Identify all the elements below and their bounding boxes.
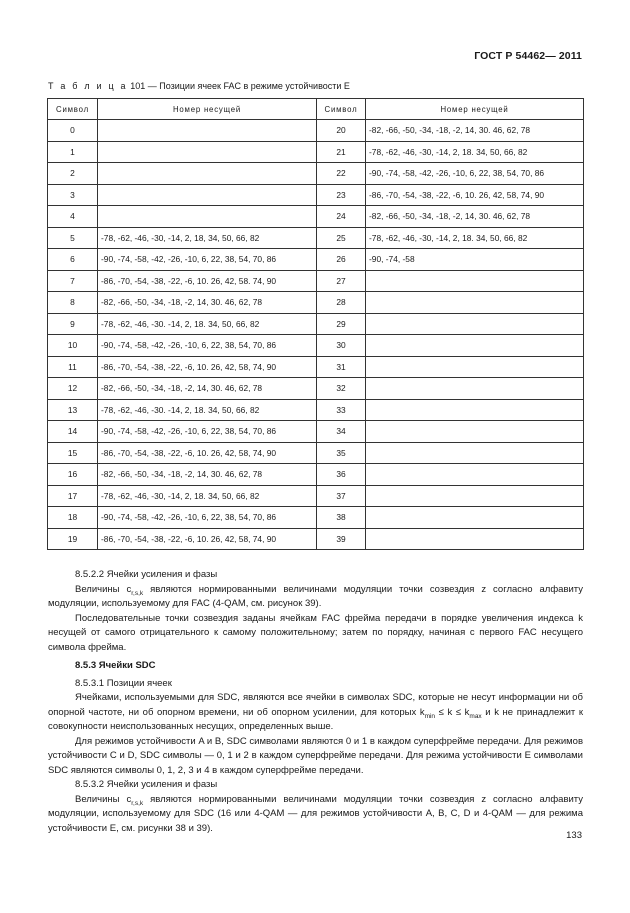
cell-carriers-right — [366, 464, 584, 486]
cell-carriers-left: -90, -74, -58, -42, -26, -10, 6, 22, 38, 54, 70, 86 — [98, 335, 317, 357]
header-symbol-left: Символ — [48, 99, 98, 120]
table-row — [48, 507, 584, 529]
table-row — [48, 120, 584, 142]
cell-carriers-right — [366, 507, 584, 529]
cell-carriers-right — [366, 421, 584, 443]
cell-carriers-left: -82, -66, -50, -34, -18, -2, 14, 30. 46, 62, 78 — [98, 292, 317, 314]
cell-symbol-right: 23 — [317, 184, 366, 206]
section-853-heading: 8.5.3 Ячейки SDC — [75, 660, 156, 671]
subscript: r,s,k — [131, 799, 144, 807]
cell-symbol-left: 19 — [48, 528, 98, 550]
cell-symbol-left: 11 — [48, 356, 98, 378]
table-row — [48, 421, 584, 443]
text-run: являются нормированными величинами модуляции точки созвездия z согласно алфавиту модуляции, используемому для SDC (16 или 4-QAM — для режимов устойчивости A, B, C, D и 4-QAM — для режима устойчивости E, см. рисунки 38 и 39). — [48, 793, 584, 834]
table-row — [48, 141, 584, 163]
cell-symbol-left: 6 — [48, 249, 98, 271]
table-caption-text: 101 — Позиции ячеек FAC в режиме устойчивости Е — [130, 81, 350, 91]
cell-carriers-left — [98, 163, 317, 185]
cell-symbol-right: 39 — [317, 528, 366, 550]
cell-carriers-right — [366, 442, 584, 464]
section-8531-title: 8.5.3.1 Позиции ячеек — [75, 677, 172, 689]
cell-carriers-left: -86, -70, -54, -38, -22, -6, 10. 26, 42, 58. 74, 90 — [98, 270, 317, 292]
cell-carriers-left: -78, -62, -46, -30. -14, 2, 18. 34, 50, 66, 82 — [98, 313, 317, 335]
section-8522-paragraph-1 — [48, 583, 583, 612]
table-row — [48, 270, 584, 292]
cell-symbol-right: 27 — [317, 270, 366, 292]
page-number: 133 — [566, 830, 582, 841]
cell-symbol-left: 13 — [48, 399, 98, 421]
cell-carriers-right — [366, 335, 584, 357]
cell-carriers-right: -90, -74, -58, -42, -26, -10, 6, 22, 38, 54, 70, 86 — [366, 163, 584, 185]
cell-symbol-right: 20 — [317, 120, 366, 142]
cell-symbol-left: 15 — [48, 442, 98, 464]
cell-carriers-left: -78, -62, -46, -30, -14, 2, 18, 34, 50, 66, 82 — [98, 227, 317, 249]
table-row — [48, 464, 584, 486]
cell-symbol-left: 18 — [48, 507, 98, 529]
table-row — [48, 378, 584, 400]
table-row — [48, 442, 584, 464]
header-symbol-right: Символ — [317, 99, 366, 120]
table-row — [48, 227, 584, 249]
cell-symbol-right: 28 — [317, 292, 366, 314]
text-run: и k не принадлежит к совокупности неиспользованных несущих, определенных выше. — [48, 706, 583, 732]
cell-symbol-right: 32 — [317, 378, 366, 400]
subscript: min — [424, 712, 436, 720]
cell-symbol-right: 37 — [317, 485, 366, 507]
cell-carriers-right — [366, 356, 584, 378]
cell-symbol-left: 3 — [48, 184, 98, 206]
cell-symbol-right: 33 — [317, 399, 366, 421]
section-text — [48, 568, 583, 836]
cell-carriers-right — [366, 399, 584, 421]
cell-symbol-right: 26 — [317, 249, 366, 271]
section-8532-title: 8.5.3.2 Ячейки усиления и фазы — [75, 779, 218, 790]
table-row — [48, 313, 584, 335]
table-row — [48, 356, 584, 378]
document-standard-header: ГОСТ Р 54462— 2011 — [474, 50, 582, 62]
table-caption — [48, 81, 350, 91]
cell-symbol-left: 14 — [48, 421, 98, 443]
cell-symbol-left: 12 — [48, 378, 98, 400]
text-run: являются нормированными величинами модуляции точки созвездия z согласно алфавиту модуляции, используемому для FAC (4-QAM, см. рисунок 39). — [48, 583, 584, 609]
cell-symbol-right: 38 — [317, 507, 366, 529]
text-run: Ячейками, используемыми для SDC, являются все ячейки в символах SDC, которые не несут информации ни об опорной частоте, ни об опорном времени, ни об опорном усилении, для которых k — [48, 692, 583, 718]
cell-carriers-right: -78, -62, -46, -30, -14, 2, 18. 34, 50, 66, 82 — [366, 227, 584, 249]
table-row — [48, 184, 584, 206]
section-8531-paragraph-2: Для режимов устойчивости A и B, SDC символами являются 0 и 1 в каждом суперфрейме передачи. Для режимов устойчивости C и D, SDC символы — 0, 1 и 2 в каждом суперфрейме передачи. Для режима устойчивости E символами SDC являются символы 0, 1, 2, 3 и 4 в каждом суперфрейме передачи. — [48, 735, 583, 776]
cell-carriers-left: -90, -74, -58, -42, -26, -10, 6, 22, 38, 54, 70, 86 — [98, 421, 317, 443]
cell-symbol-left: 17 — [48, 485, 98, 507]
table-row — [48, 206, 584, 228]
section-8522-paragraph-2: Последовательные точки созвездия заданы ячейкам FAC фрейма передачи в порядке увеличения индекса k несущей от самого отрицательного к самому положительному; затем по порядку, начиная с первого FAC несущего символа фрейма. — [48, 612, 583, 653]
cell-symbol-right: 22 — [317, 163, 366, 185]
table-row — [48, 335, 584, 357]
cell-carriers-left: -86, -70, -54, -38, -22, -6, 10. 26, 42, 58, 74, 90 — [98, 528, 317, 550]
cell-carriers-right — [366, 270, 584, 292]
cell-carriers-left — [98, 206, 317, 228]
cell-carriers-right: -82, -66, -50, -34, -18, -2, 14, 30. 46, 62, 78 — [366, 206, 584, 228]
cell-symbol-left: 2 — [48, 163, 98, 185]
cell-carriers-left: -86, -70, -54, -38, -22, -6, 10. 26, 42, 58, 74, 90 — [98, 356, 317, 378]
cell-carriers-left: -82, -66, -50, -34, -18, -2, 14, 30. 46, 62, 78 — [98, 464, 317, 486]
cell-carriers-left: -90, -74, -58, -42, -26, -10, 6, 22, 38, 54, 70, 86 — [98, 507, 317, 529]
section-8532-paragraph-1 — [48, 793, 583, 837]
section-8522-title: 8.5.2.2 Ячейки усиления и фазы — [75, 569, 218, 580]
cell-carriers-right: -90, -74, -58 — [366, 249, 584, 271]
cell-carriers-left: -78, -62, -46, -30. -14, 2, 18. 34, 50, 66, 82 — [98, 399, 317, 421]
table-header-row — [48, 99, 584, 120]
cell-carriers-left — [98, 120, 317, 142]
cell-carriers-right — [366, 528, 584, 550]
cell-symbol-left: 10 — [48, 335, 98, 357]
cell-symbol-left: 9 — [48, 313, 98, 335]
cell-symbol-right: 31 — [317, 356, 366, 378]
cell-symbol-left: 5 — [48, 227, 98, 249]
cell-symbol-right: 25 — [317, 227, 366, 249]
subscript: max — [469, 712, 482, 720]
cell-symbol-right: 35 — [317, 442, 366, 464]
cell-carriers-right — [366, 313, 584, 335]
table-body — [48, 120, 584, 550]
cell-carriers-left: -86, -70, -54, -38, -22, -6, 10. 26, 42, 58, 74, 90 — [98, 442, 317, 464]
cell-symbol-right: 21 — [317, 141, 366, 163]
text-run: Величины c — [75, 583, 132, 595]
cell-carriers-left — [98, 184, 317, 206]
text-run: Величины c — [75, 793, 132, 805]
cell-carriers-right — [366, 485, 584, 507]
cell-symbol-right: 24 — [317, 206, 366, 228]
table-caption-prefix: Т а б л и ц а — [48, 81, 128, 91]
cell-symbol-right: 34 — [317, 421, 366, 443]
table-row — [48, 485, 584, 507]
cell-carriers-left: -78, -62, -46, -30, -14, 2, 18. 34, 50, 66, 82 — [98, 485, 317, 507]
table-row — [48, 163, 584, 185]
table-row — [48, 292, 584, 314]
cell-symbol-left: 0 — [48, 120, 98, 142]
cell-carriers-right — [366, 378, 584, 400]
cell-symbol-left: 1 — [48, 141, 98, 163]
fac-positions-table — [47, 98, 584, 550]
subscript: r,s,k — [131, 589, 144, 597]
header-carrier-left: Номер несущей — [98, 99, 317, 120]
cell-carriers-right — [366, 292, 584, 314]
cell-carriers-right: -86, -70, -54, -38, -22, -6, 10. 26, 42, 58, 74, 90 — [366, 184, 584, 206]
cell-carriers-left: -90, -74, -58, -42, -26, -10, 6, 22, 38, 54, 70, 86 — [98, 249, 317, 271]
cell-symbol-right: 29 — [317, 313, 366, 335]
table-row — [48, 249, 584, 271]
table-row — [48, 399, 584, 421]
text-run: ≤ k ≤ k — [435, 706, 470, 718]
cell-carriers-right: -82, -66, -50, -34, -18, -2, 14, 30. 46, 62, 78 — [366, 120, 584, 142]
cell-carriers-left: -82, -66, -50, -34, -18, -2, 14, 30. 46, 62, 78 — [98, 378, 317, 400]
section-8531-paragraph-1 — [48, 691, 583, 735]
header-carrier-right: Номер несущей — [366, 99, 584, 120]
cell-symbol-left: 4 — [48, 206, 98, 228]
cell-symbol-right: 36 — [317, 464, 366, 486]
cell-carriers-left — [98, 141, 317, 163]
cell-symbol-left: 8 — [48, 292, 98, 314]
table-row — [48, 528, 584, 550]
cell-carriers-right: -78, -62, -46, -30, -14, 2, 18. 34, 50, 66, 82 — [366, 141, 584, 163]
cell-symbol-right: 30 — [317, 335, 366, 357]
cell-symbol-left: 7 — [48, 270, 98, 292]
cell-symbol-left: 16 — [48, 464, 98, 486]
